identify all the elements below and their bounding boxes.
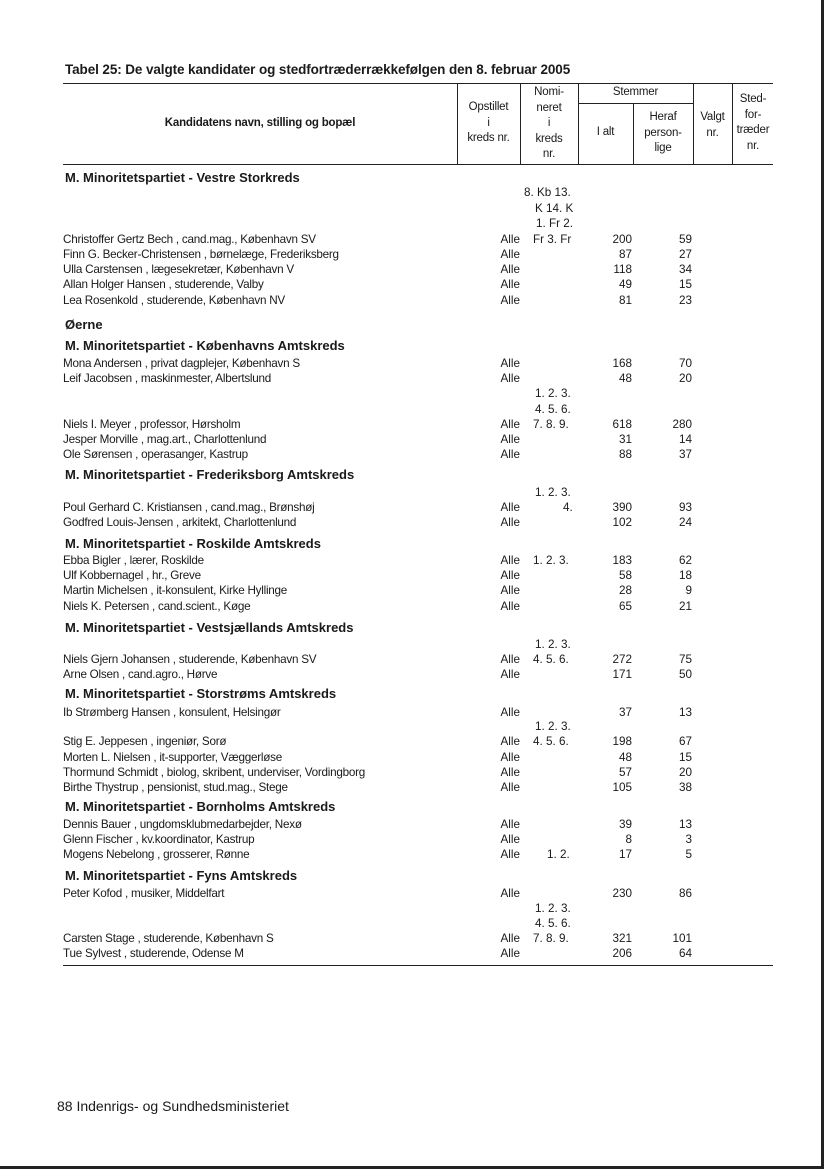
candidate-name: Niels Gjern Johansen , studerende, København SV (63, 653, 317, 666)
table-title: Tabel 25: De valgte kandidater og stedfortræderrækkefølgen den 8. februar 2005 (65, 62, 571, 77)
votes-total: 171 (612, 668, 632, 681)
votes-personal: 50 (678, 668, 692, 681)
votes-personal: 18 (678, 569, 692, 582)
votes-total: 31 (618, 433, 632, 446)
nomineret-note: 1. 2. 3. (535, 638, 571, 651)
votes-total: 272 (612, 653, 632, 666)
kreds-value: Alle (500, 278, 520, 291)
kreds-value: Alle (500, 372, 520, 385)
kreds-value: Alle (500, 600, 520, 613)
votes-total: 57 (618, 766, 632, 779)
nom-value: 4. 5. 6. (533, 653, 569, 666)
table-row (0, 931, 824, 946)
nomineret-note: 1. 2. 3. (535, 486, 571, 499)
table-row (0, 277, 824, 292)
nomineret-note: 1. 2. 3. (535, 902, 571, 915)
nomineret-note: 8. Kb 13. (524, 186, 571, 199)
nomineret-note: 1. 2. 3. (535, 387, 571, 400)
candidate-name: Martin Michelsen , it-konsulent, Kirke Hyllinge (63, 584, 288, 597)
kreds-value: Alle (500, 554, 520, 567)
votes-personal: 59 (678, 233, 692, 246)
candidate-name: Jesper Morville , mag.art., Charlottenlund (63, 433, 267, 446)
table-row (0, 500, 824, 515)
table-row (0, 817, 824, 832)
kreds-value: Alle (500, 248, 520, 261)
stemmer-rule (578, 103, 693, 104)
votes-personal: 62 (678, 554, 692, 567)
candidate-name: Birthe Thystrup , pensionist, stud.mag., Stege (63, 781, 288, 794)
candidate-name: Poul Gerhard C. Kristiansen , cand.mag., Brønshøj (63, 501, 315, 514)
kreds-value: Alle (500, 294, 520, 307)
candidate-name: Ebba Bigler , lærer, Roskilde (63, 554, 204, 567)
candidate-name: Lea Rosenkold , studerende, København NV (63, 294, 285, 307)
kreds-value: Alle (500, 735, 520, 748)
votes-personal: 14 (678, 433, 692, 446)
votes-personal: 20 (678, 372, 692, 385)
candidate-name: Thormund Schmidt , biolog, skribent, underviser, Vordingborg (63, 766, 366, 779)
votes-personal: 34 (678, 263, 692, 276)
votes-total: 48 (618, 372, 632, 385)
region-heading: Øerne (65, 317, 103, 332)
kreds-value: Alle (500, 833, 520, 846)
votes-total: 118 (613, 263, 632, 276)
kreds-value: Alle (500, 932, 520, 945)
votes-personal: 70 (678, 357, 692, 370)
nomineret-note: K 14. K (535, 202, 574, 215)
nom-value: 4. 5. 6. (533, 735, 569, 748)
nomineret-note: 4. 5. 6. (535, 403, 571, 416)
candidate-name: Morten L. Nielsen , it-supporter, Væggerløse (63, 751, 282, 764)
candidate-name: Allan Holger Hansen , studerende, Valby (63, 278, 264, 291)
table-row (0, 262, 824, 277)
candidate-name: Niels I. Meyer , professor, Hørsholm (63, 418, 241, 431)
table-row (0, 734, 824, 749)
votes-personal: 13 (678, 818, 692, 831)
kreds-value: Alle (500, 501, 520, 514)
votes-total: 58 (618, 569, 632, 582)
table-row (0, 780, 824, 795)
header-bottom-rule (63, 164, 773, 165)
candidate-name: Peter Kofod , musiker, Middelfart (63, 887, 225, 900)
votes-total: 17 (618, 848, 632, 861)
votes-personal: 101 (672, 932, 692, 945)
votes-total: 37 (618, 706, 632, 719)
nom-value: 1. 2. 3. (533, 554, 569, 567)
table-row (0, 371, 824, 386)
nom-value: Fr 3. Fr (533, 233, 572, 246)
votes-total: 81 (618, 294, 632, 307)
candidate-name: Niels K. Petersen , cand.scient., Køge (63, 600, 251, 613)
table-row (0, 599, 824, 614)
candidate-name: Arne Olsen , cand.agro., Hørve (63, 668, 218, 681)
kreds-value: Alle (500, 233, 520, 246)
header-stemmer: Stemmer (612, 86, 659, 98)
group-heading: M. Minoritetspartiet - Storstrøms Amtskreds (65, 686, 337, 701)
votes-personal: 38 (678, 781, 692, 794)
table-row (0, 583, 824, 598)
votes-total: 65 (618, 600, 632, 613)
votes-personal: 64 (678, 947, 692, 960)
candidate-name: Finn G. Becker-Christensen , børnelæge, Frederiksberg (63, 248, 339, 261)
votes-total: 183 (612, 554, 632, 567)
table-row (0, 750, 824, 765)
header-name: Kandidatens navn, stilling og bopæl (164, 117, 356, 129)
votes-total: 48 (618, 751, 632, 764)
table-row (0, 832, 824, 847)
table-row (0, 847, 824, 862)
nomineret-note: 1. Fr 2. (536, 217, 574, 230)
votes-total: 102 (612, 516, 632, 529)
candidate-name: Ib Strømberg Hansen , konsulent, Helsingør (63, 706, 281, 719)
table-row (0, 232, 824, 247)
kreds-value: Alle (500, 357, 520, 370)
votes-total: 88 (618, 448, 632, 461)
header-i-alt: I alt (596, 126, 615, 138)
candidate-name: Christoffer Gertz Bech , cand.mag., København SV (63, 233, 316, 246)
votes-total: 105 (612, 781, 632, 794)
kreds-value: Alle (500, 781, 520, 794)
votes-personal: 21 (678, 600, 692, 613)
candidate-name: Stig E. Jeppesen , ingeniør, Sorø (63, 735, 227, 748)
group-heading: M. Minoritetspartiet - Roskilde Amtskreds (65, 536, 321, 551)
votes-personal: 27 (678, 248, 692, 261)
candidate-name: Ole Sørensen , operasanger, Kastrup (63, 448, 248, 461)
kreds-value: Alle (500, 947, 520, 960)
table-row (0, 652, 824, 667)
kreds-value: Alle (500, 818, 520, 831)
table-bottom-rule (63, 965, 773, 966)
votes-personal: 75 (678, 653, 692, 666)
candidate-name: Carsten Stage , studerende, København S (63, 932, 274, 945)
candidate-name: Ulla Carstensen , lægesekretær, København V (63, 263, 294, 276)
votes-total: 200 (612, 233, 632, 246)
votes-personal: 5 (685, 848, 692, 861)
table-row (0, 447, 824, 462)
nomineret-note: 4. 5. 6. (535, 917, 571, 930)
header-nomineret: Nomi- neret i kreds nr. (534, 86, 564, 160)
votes-personal: 280 (672, 418, 692, 431)
group-heading: M. Minoritetspartiet - Bornholms Amtskreds (65, 799, 336, 814)
candidate-name: Dennis Bauer , ungdomsklubmedarbejder, Nexø (63, 818, 302, 831)
header-heraf: Heraf person- lige (644, 111, 682, 154)
table-row (0, 553, 824, 568)
votes-personal: 15 (678, 278, 692, 291)
votes-personal: 9 (685, 584, 692, 597)
votes-personal: 15 (678, 751, 692, 764)
votes-personal: 23 (678, 294, 692, 307)
group-heading: M. Minoritetspartiet - Vestre Storkreds (65, 170, 300, 185)
votes-total: 87 (618, 248, 632, 261)
table-row (0, 765, 824, 780)
nom-value: 1. 2. (547, 848, 570, 861)
candidate-name: Mogens Nebelong , grosserer, Rønne (63, 848, 250, 861)
votes-personal: 93 (678, 501, 692, 514)
votes-total: 49 (618, 278, 632, 291)
table-row (0, 886, 824, 901)
table-row (0, 568, 824, 583)
nom-value: 7. 8. 9. (533, 418, 569, 431)
kreds-value: Alle (500, 516, 520, 529)
nomineret-note: 1. 2. 3. (535, 720, 571, 733)
votes-personal: 24 (678, 516, 692, 529)
votes-total: 168 (612, 357, 632, 370)
votes-personal: 86 (678, 887, 692, 900)
candidate-name: Ulf Kobbernagel , hr., Greve (63, 569, 201, 582)
group-heading: M. Minoritetspartiet - Fyns Amtskreds (65, 868, 298, 883)
votes-total: 8 (625, 833, 632, 846)
table-row (0, 946, 824, 961)
candidate-name: Glenn Fischer , kv.koordinator, Kastrup (63, 833, 255, 846)
kreds-value: Alle (500, 887, 520, 900)
table-row (0, 293, 824, 308)
candidate-name: Tue Sylvest , studerende, Odense M (63, 947, 244, 960)
votes-total: 206 (612, 947, 632, 960)
table-row (0, 356, 824, 371)
votes-personal: 13 (678, 706, 692, 719)
kreds-value: Alle (500, 584, 520, 597)
table-row (0, 705, 824, 720)
votes-total: 28 (618, 584, 632, 597)
kreds-value: Alle (500, 448, 520, 461)
page-footer: 88 Indenrigs- og Sundhedsministeriet (57, 1098, 289, 1114)
kreds-value: Alle (500, 766, 520, 779)
header-top-rule (63, 83, 773, 84)
group-heading: M. Minoritetspartiet - Frederiksborg Amtskreds (65, 467, 355, 482)
kreds-value: Alle (500, 751, 520, 764)
kreds-value: Alle (500, 653, 520, 666)
table-row (0, 247, 824, 262)
nom-value: 7. 8. 9. (533, 932, 569, 945)
table-row (0, 417, 824, 432)
group-heading: M. Minoritetspartiet - Vestsjællands Amtskreds (65, 620, 354, 635)
header-opstillet: Opstillet i kreds nr. (467, 101, 510, 144)
candidate-name: Leif Jacobsen , maskinmester, Albertslund (63, 372, 272, 385)
votes-personal: 67 (678, 735, 692, 748)
table-row (0, 667, 824, 682)
kreds-value: Alle (500, 848, 520, 861)
group-heading: M. Minoritetspartiet - Københavns Amtskreds (65, 338, 345, 353)
nom-value: 4. (563, 501, 573, 514)
kreds-value: Alle (500, 569, 520, 582)
kreds-value: Alle (500, 418, 520, 431)
votes-personal: 20 (678, 766, 692, 779)
header-stedfortraeder: Sted- for- træder nr. (736, 93, 770, 152)
votes-total: 618 (612, 418, 632, 431)
kreds-value: Alle (500, 263, 520, 276)
table-row (0, 432, 824, 447)
table-row (0, 515, 824, 530)
kreds-value: Alle (500, 668, 520, 681)
candidate-name: Godfred Louis-Jensen , arkitekt, Charlottenlund (63, 516, 297, 529)
votes-total: 321 (612, 932, 632, 945)
votes-total: 230 (612, 887, 632, 900)
votes-total: 390 (612, 501, 632, 514)
votes-personal: 3 (685, 833, 692, 846)
header-valgt: Valgt nr. (700, 111, 725, 139)
votes-personal: 37 (678, 448, 692, 461)
candidate-name: Mona Andersen , privat dagplejer, København S (63, 357, 300, 370)
kreds-value: Alle (500, 706, 520, 719)
votes-total: 39 (618, 818, 632, 831)
votes-total: 198 (612, 735, 632, 748)
kreds-value: Alle (500, 433, 520, 446)
